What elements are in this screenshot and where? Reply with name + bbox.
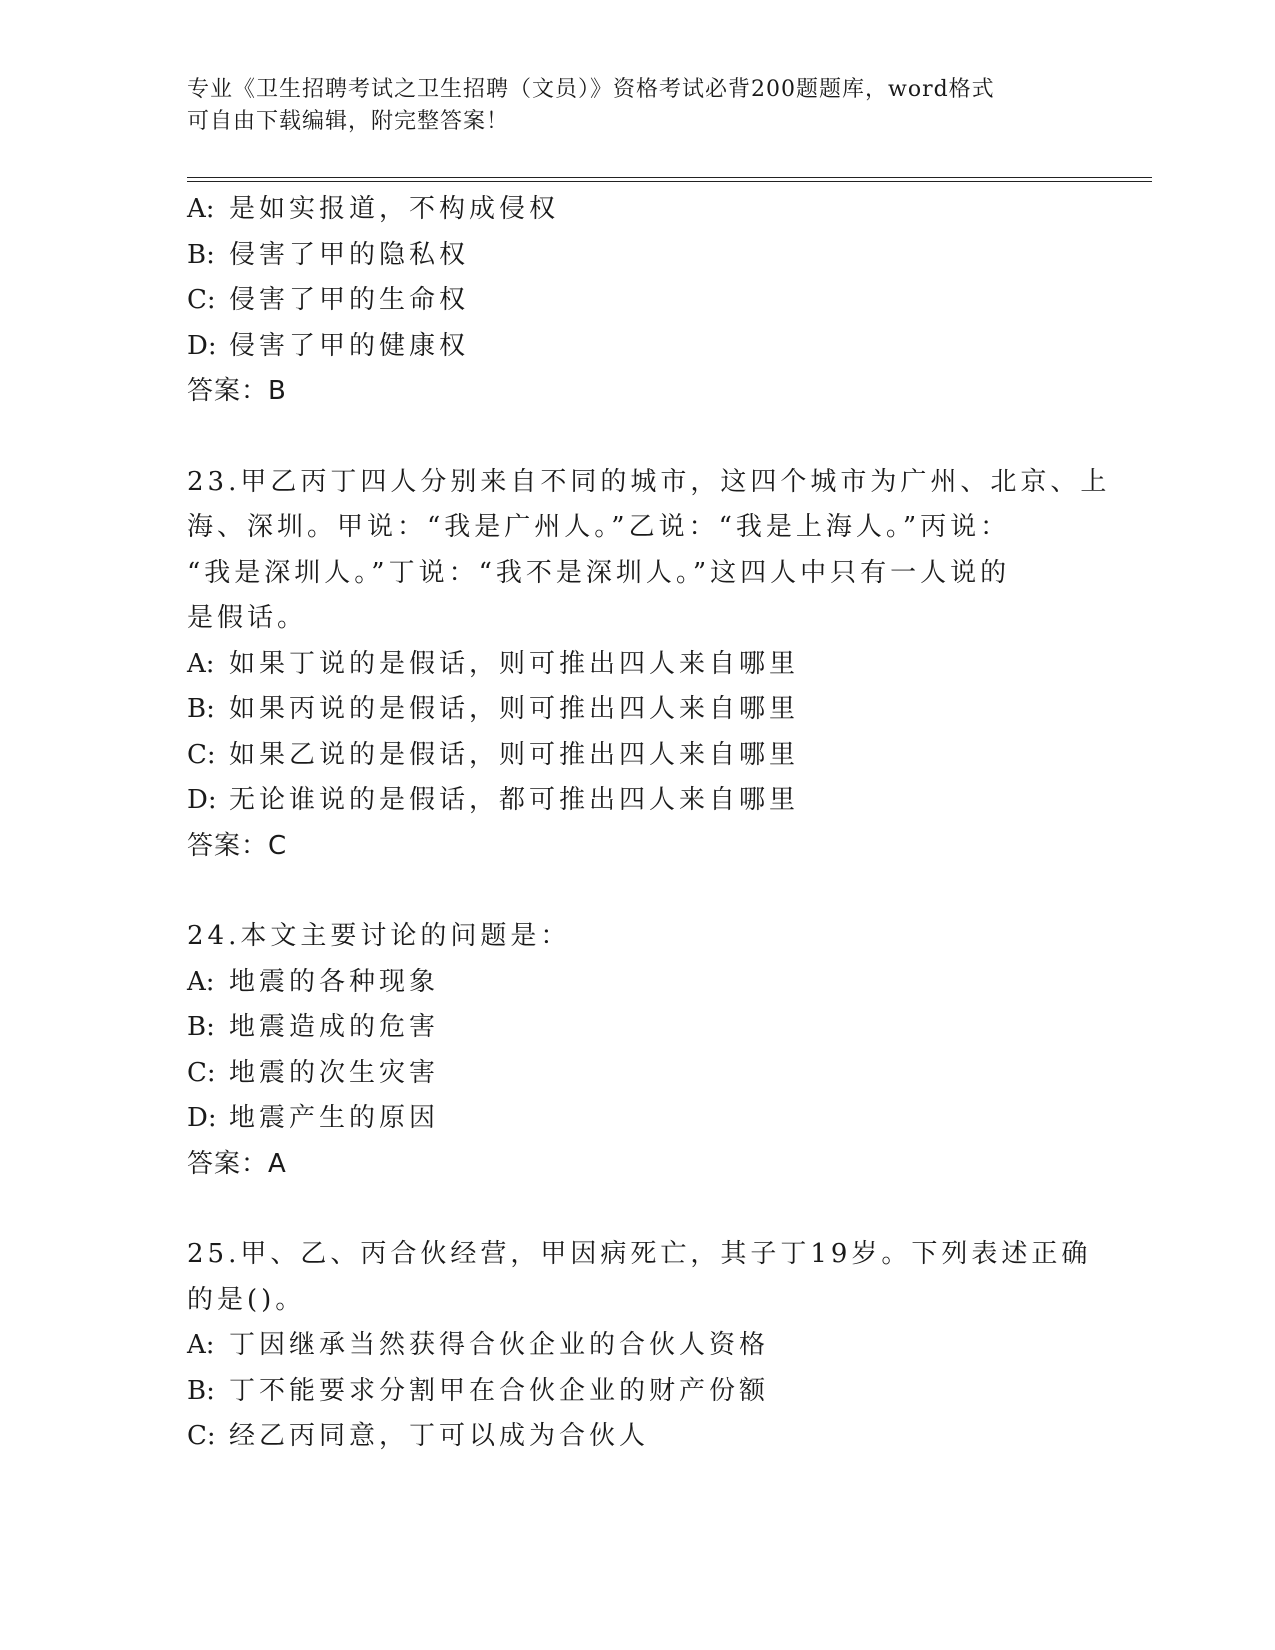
question-22 <box>187 187 1087 415</box>
option-c <box>187 278 1087 324</box>
option-letter: C: <box>187 739 216 770</box>
question-stem-line: 海、深圳。甲说：“我是广州人。”乙说：“我是上海人。”丙说： <box>187 512 1011 542</box>
header-title-line-1: 专业《卫生招聘考试之卫生招聘（文员）》资格考试必背200题题库，word格式 <box>187 77 995 102</box>
option-text: 地震的次生灾害 <box>229 1057 440 1088</box>
option-a <box>187 187 1087 233</box>
option-text: 地震产生的原因 <box>229 1103 440 1133</box>
option-text: 如果丁说的是假话，则可推出四人来自哪里 <box>229 648 800 679</box>
spacer <box>187 869 1087 914</box>
option-letter: A: <box>187 648 215 679</box>
document-body <box>187 187 1111 1460</box>
option-a <box>187 960 1087 1006</box>
question-24 <box>187 914 1087 1187</box>
option-c <box>187 1414 1087 1460</box>
option-letter: A: <box>187 1330 215 1360</box>
header-title-line-2: 可自由下载编辑，附完整答案！ <box>187 109 510 134</box>
option-letter: A: <box>187 194 215 224</box>
option-d <box>187 1096 1087 1142</box>
option-letter: D: <box>187 785 217 815</box>
option-text: 丁因继承当然获得合伙企业的合伙人资格 <box>229 1330 770 1360</box>
option-letter: C: <box>187 285 216 315</box>
option-letter: D: <box>187 330 217 361</box>
answer-line: 答案：B <box>187 376 287 406</box>
option-letter: C: <box>187 1421 216 1451</box>
option-a <box>187 1323 1087 1369</box>
option-text: 丁不能要求分割甲在合伙企业的财产份额 <box>229 1375 770 1406</box>
document-header <box>187 74 1077 138</box>
option-text: 侵害了甲的隐私权 <box>229 239 470 270</box>
option-text: 侵害了甲的生命权 <box>229 285 470 315</box>
option-letter: B: <box>187 1375 215 1406</box>
question-stem-line: 24.本文主要讨论的问题是： <box>187 921 571 951</box>
option-b <box>187 1369 1087 1415</box>
spacer <box>187 415 1087 460</box>
question-stem-line: 的是()。 <box>187 1284 306 1315</box>
option-b <box>187 233 1087 279</box>
answer-line: 答案：A <box>187 1148 287 1179</box>
option-text: 地震的各种现象 <box>229 966 440 997</box>
option-letter: C: <box>187 1057 216 1088</box>
header-rule-bottom <box>187 181 1152 182</box>
option-letter: A: <box>187 966 215 997</box>
answer-line: 答案：C <box>187 830 288 861</box>
header-rule-top <box>187 177 1152 178</box>
question-stem-line: 是假话。 <box>187 603 308 633</box>
option-d <box>187 324 1087 370</box>
option-letter: B: <box>187 1012 215 1042</box>
question-25 <box>187 1232 1092 1460</box>
option-b <box>187 1005 1087 1051</box>
option-d <box>187 778 1087 824</box>
option-text: 经乙丙同意，丁可以成为合伙人 <box>229 1421 650 1451</box>
option-text: 地震造成的危害 <box>229 1012 440 1042</box>
question-stem-line: 23.甲乙丙丁四人分别来自不同的城市，这四个城市为广州、北京、上 <box>187 466 1111 497</box>
option-text: 侵害了甲的健康权 <box>229 330 470 361</box>
spacer <box>187 1187 1087 1232</box>
option-c <box>187 733 1087 779</box>
option-letter: B: <box>187 694 215 724</box>
option-a <box>187 642 1087 688</box>
question-23 <box>187 460 1111 870</box>
option-text: 无论谁说的是假话，都可推出四人来自哪里 <box>229 785 800 815</box>
option-text: 如果乙说的是假话，则可推出四人来自哪里 <box>229 739 800 770</box>
question-stem-line: “我是深圳人。”丁说：“我不是深圳人。”这四人中只有一人说的 <box>187 557 1011 588</box>
question-stem-line: 25.甲、乙、丙合伙经营，甲因病死亡，其子丁19岁。下列表述正确 <box>187 1239 1092 1269</box>
option-text: 是如实报道，不构成侵权 <box>229 194 560 224</box>
option-c <box>187 1051 1087 1097</box>
option-text: 如果丙说的是假话，则可推出四人来自哪里 <box>229 694 800 724</box>
option-letter: D: <box>187 1103 217 1133</box>
option-letter: B: <box>187 239 215 270</box>
option-b <box>187 687 1087 733</box>
